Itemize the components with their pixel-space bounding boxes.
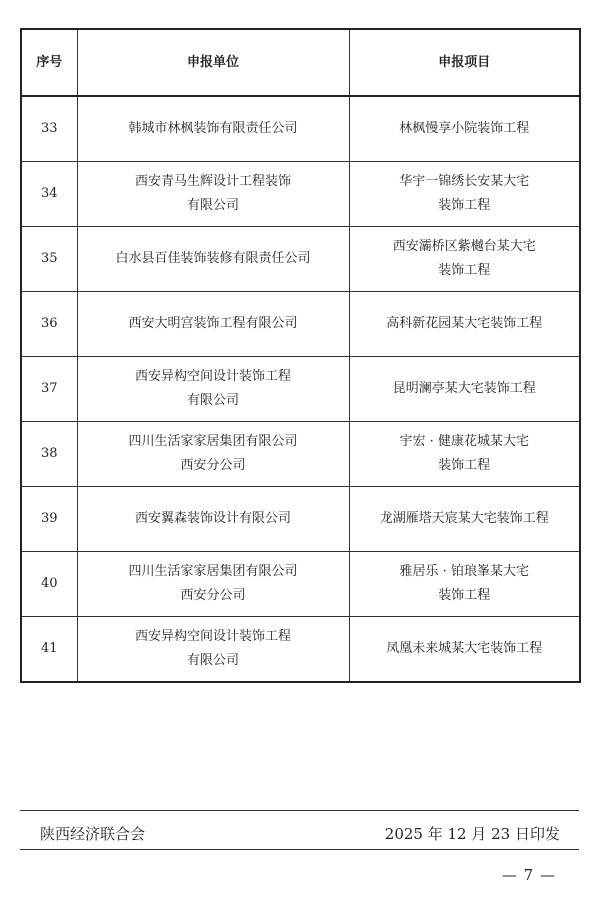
table-body (21, 96, 580, 682)
cell-applicant-unit (77, 227, 349, 292)
table-row (21, 162, 580, 227)
footer-top-rule (20, 810, 579, 811)
table-row (21, 487, 580, 552)
unit-text-line: 有限公司 (186, 198, 239, 213)
project-text-line: 宇宏 · 健康花城某大宅 (399, 434, 529, 449)
cell-project (349, 617, 580, 683)
project-text-line: 高科新花园某大宅装饰工程 (386, 316, 543, 331)
table-header-row (21, 29, 580, 96)
project-text-line: 凤凰未来城某大宅装饰工程 (386, 641, 543, 656)
cell-project (349, 162, 580, 227)
table-row (21, 357, 580, 422)
cell-applicant-unit (77, 162, 349, 227)
cell-serial-no: 34 (21, 162, 77, 227)
cell-project (349, 552, 580, 617)
table-row (21, 617, 580, 683)
project-text-line: 西安灞桥区紫樾台某大宅 (392, 239, 536, 254)
cell-applicant-unit (77, 292, 349, 357)
unit-text-line: 西安异构空间设计装饰工程 (134, 369, 291, 384)
cell-project (349, 487, 580, 552)
project-text-line: 装饰工程 (438, 458, 491, 473)
cell-serial-no: 39 (21, 487, 77, 552)
cell-applicant-unit (77, 487, 349, 552)
unit-text-line: 韩城市林枫装饰有限责任公司 (128, 121, 298, 136)
cell-serial-no: 40 (21, 552, 77, 617)
unit-text-line: 西安青马生辉设计工程装饰 (134, 174, 291, 189)
table-row (21, 292, 580, 357)
issuer-name: 陕西经济联合会 (40, 825, 146, 843)
table-row (21, 422, 580, 487)
cell-project (349, 422, 580, 487)
cell-serial-no: 35 (21, 227, 77, 292)
project-text-line: 装饰工程 (438, 588, 491, 603)
unit-text-line: 西安大明宫装饰工程有限公司 (128, 316, 298, 331)
cell-project (349, 357, 580, 422)
unit-text-line: 四川生活家家居集团有限公司 (128, 564, 298, 579)
cell-serial-no: 38 (21, 422, 77, 487)
header-serial-no: 序号 (21, 29, 77, 96)
cell-applicant-unit (77, 617, 349, 683)
unit-text-line: 西安分公司 (180, 588, 246, 603)
unit-text-line: 有限公司 (186, 653, 239, 668)
cell-serial-no: 33 (21, 96, 77, 162)
unit-text-line: 西安异构空间设计装饰工程 (134, 629, 291, 644)
cell-project (349, 96, 580, 162)
cell-serial-no: 36 (21, 292, 77, 357)
table-row (21, 96, 580, 162)
issue-date: 2025 年 12 月 23 日印发 (384, 825, 560, 843)
cell-applicant-unit (77, 422, 349, 487)
unit-text-line: 白水县百佳装饰装修有限责任公司 (115, 251, 311, 266)
project-text-line: 龙湖雁塔天宸某大宅装饰工程 (379, 511, 549, 526)
cell-project (349, 227, 580, 292)
footer-bottom-rule (20, 849, 579, 850)
cell-applicant-unit (77, 552, 349, 617)
project-text-line: 装饰工程 (438, 263, 491, 278)
project-text-line: 装饰工程 (438, 198, 491, 213)
table-row (21, 552, 580, 617)
unit-text-line: 西安翼森装饰设计有限公司 (134, 511, 291, 526)
project-text-line: 华宇一锦绣长安某大宅 (399, 174, 530, 189)
cell-project (349, 292, 580, 357)
header-project: 申报项目 (349, 29, 580, 96)
cell-serial-no: 37 (21, 357, 77, 422)
project-text-line: 林枫慢享小院装饰工程 (399, 121, 530, 136)
project-text-line: 雅居乐 · 铂琅峯某大宅 (399, 564, 529, 579)
header-applicant-unit: 申报单位 (77, 29, 349, 96)
unit-text-line: 西安分公司 (180, 458, 246, 473)
project-text-line: 昆明澜亭某大宅装饰工程 (392, 381, 536, 396)
table-row (21, 227, 580, 292)
page-number: — 7 — (501, 866, 556, 884)
award-list-table (20, 28, 581, 683)
unit-text-line: 四川生活家家居集团有限公司 (128, 434, 298, 449)
unit-text-line: 有限公司 (186, 393, 239, 408)
cell-applicant-unit (77, 357, 349, 422)
cell-serial-no: 41 (21, 617, 77, 683)
cell-applicant-unit (77, 96, 349, 162)
